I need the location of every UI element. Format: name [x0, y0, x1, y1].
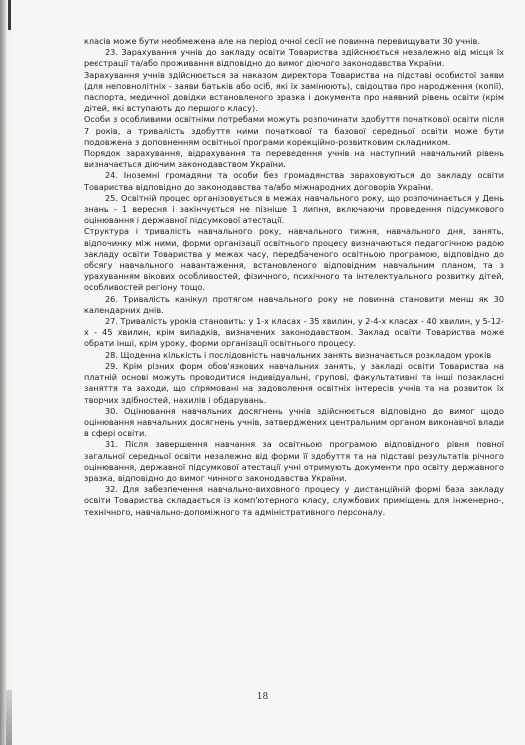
paragraph-6: 24. Іноземні громадяни та особи без громадянства зараховуються до закладу освіти Товариства відповідно до законодавства та/або міжнародних договорів України. — [84, 170, 504, 192]
paragraph-3: Зарахування учнів здійснюється за наказом директора Товариства на підставі особистої заяви (для неповнолітніх - заяви батьків або осіб, які їх замінюють), свідоцтва про народження (копії), паспорта, медичної довідки встановленого зразка і документа про наявний рівень освіти (крім дітей, які вступають до першого класу). — [84, 69, 504, 114]
paragraph-5: Порядок зарахування, відрахування та переведення учнів на наступний навчальний рівень визначається діючим законодавством України. — [84, 148, 504, 170]
paragraph-8: Структура і тривалість навчального року, навчального тижня, навчального дня, занять, відпочинку між ними, форми організації освітнього процесу визначаються педагогічною радою закладу освіти Товариства у межах часу, передбаченого освітньою програмою, відповідно до обсягу навчального навантаження, встановленого відповідним навчальним планом, та з урахуванням вікових особливостей, фізичного, психічного та інтелектуального розвитку дітей, особливостей регіону тощо. — [84, 226, 504, 293]
binding-edge — [0, 0, 6, 745]
paragraph-9: 26. Тривалість канікул протягом навчального року не повинна становити менш як 30 календарних днів. — [84, 293, 504, 315]
paragraph-7: 25. Освітній процес організовується в межах навчального року, що розпочинається у День знань - 1 вересня і закінчується не пізніше 1 липня, включаючи проведення підсумкового оцінювання і державної підсумкової атестації. — [84, 192, 504, 226]
paragraph-12: 29. Крім різних форм обов'язкових навчальних занять, у закладі освіти Товариства на платній основі можуть проводитися індивідуальні, групові, факультативні та інші позакласні заняття та заходи, що спрямовані на задоволення освітніх інтересів учнів та на розвиток їх творчих здібностей, нахилів і обдарувань. — [84, 360, 504, 405]
paragraph-1: класів може бути необмежена але на період очної сесії не повинна перевищувати 30 учнів. — [84, 36, 480, 46]
paragraph-11: 28. Щоденна кількість і послідовність навчальних занять визначається розкладом уроків — [105, 349, 492, 360]
paragraph-15: 32. Для забезпечення навчально-виховного процесу у дистанційній формі база закладу освіти Товариства складається із комп'ютерного класу, службових приміщень для інженерно-, технічного, навчально-допоміжного та адміністративного персоналу. — [84, 484, 504, 517]
paragraph-10: 27. Тривалість уроків становить: у 1-х класах - 35 хвилин, у 2-4-х класах - 40 хвилин, у 5-12-х - 45 хвилин, крім випадків, визначених законодавством. Заклад освіти Товариства може обрати інші, крім уроку, форми організації освітнього процесу. — [84, 316, 504, 349]
paragraph-4: Особи з особливими освітніми потребами можуть розпочинати здобуття початкової освіти після 7 років, а тривалість здобуття ними початкової та базової середньої освіти може бути подовжена з доповненням освітньої програми корекційно-розвитковим складником. — [84, 114, 504, 147]
paragraph-2: 23. Зарахування учнів до закладу освіти Товариства здійснюється незалежно від місця їх реєстрації та/або проживання відповідно до вимог діючого законодавства України. — [84, 47, 504, 69]
paragraph-14: 31. Після завершення навчання за освітньою програмою відповідного рівня повної загальної середньої освіти незалежно від форми її здобуття та на підставі результатів річного оцінювання, державної підсумкової атестації учні отримують документи про освіту державного зразка, відповідно до вимог чинного законодавства України. — [84, 439, 504, 483]
paragraph-13: 30. Оцінювання навчальних досягнень учнів здійснюється відповідно до вимог щодо оцінювання навчальних досягнень учнів, затверджених центральним органом виконавчої влади в сфері освіти. — [84, 405, 504, 439]
binding-mark-top — [8, 0, 11, 30]
page-number: 18 — [256, 692, 269, 702]
document-body — [84, 36, 504, 518]
